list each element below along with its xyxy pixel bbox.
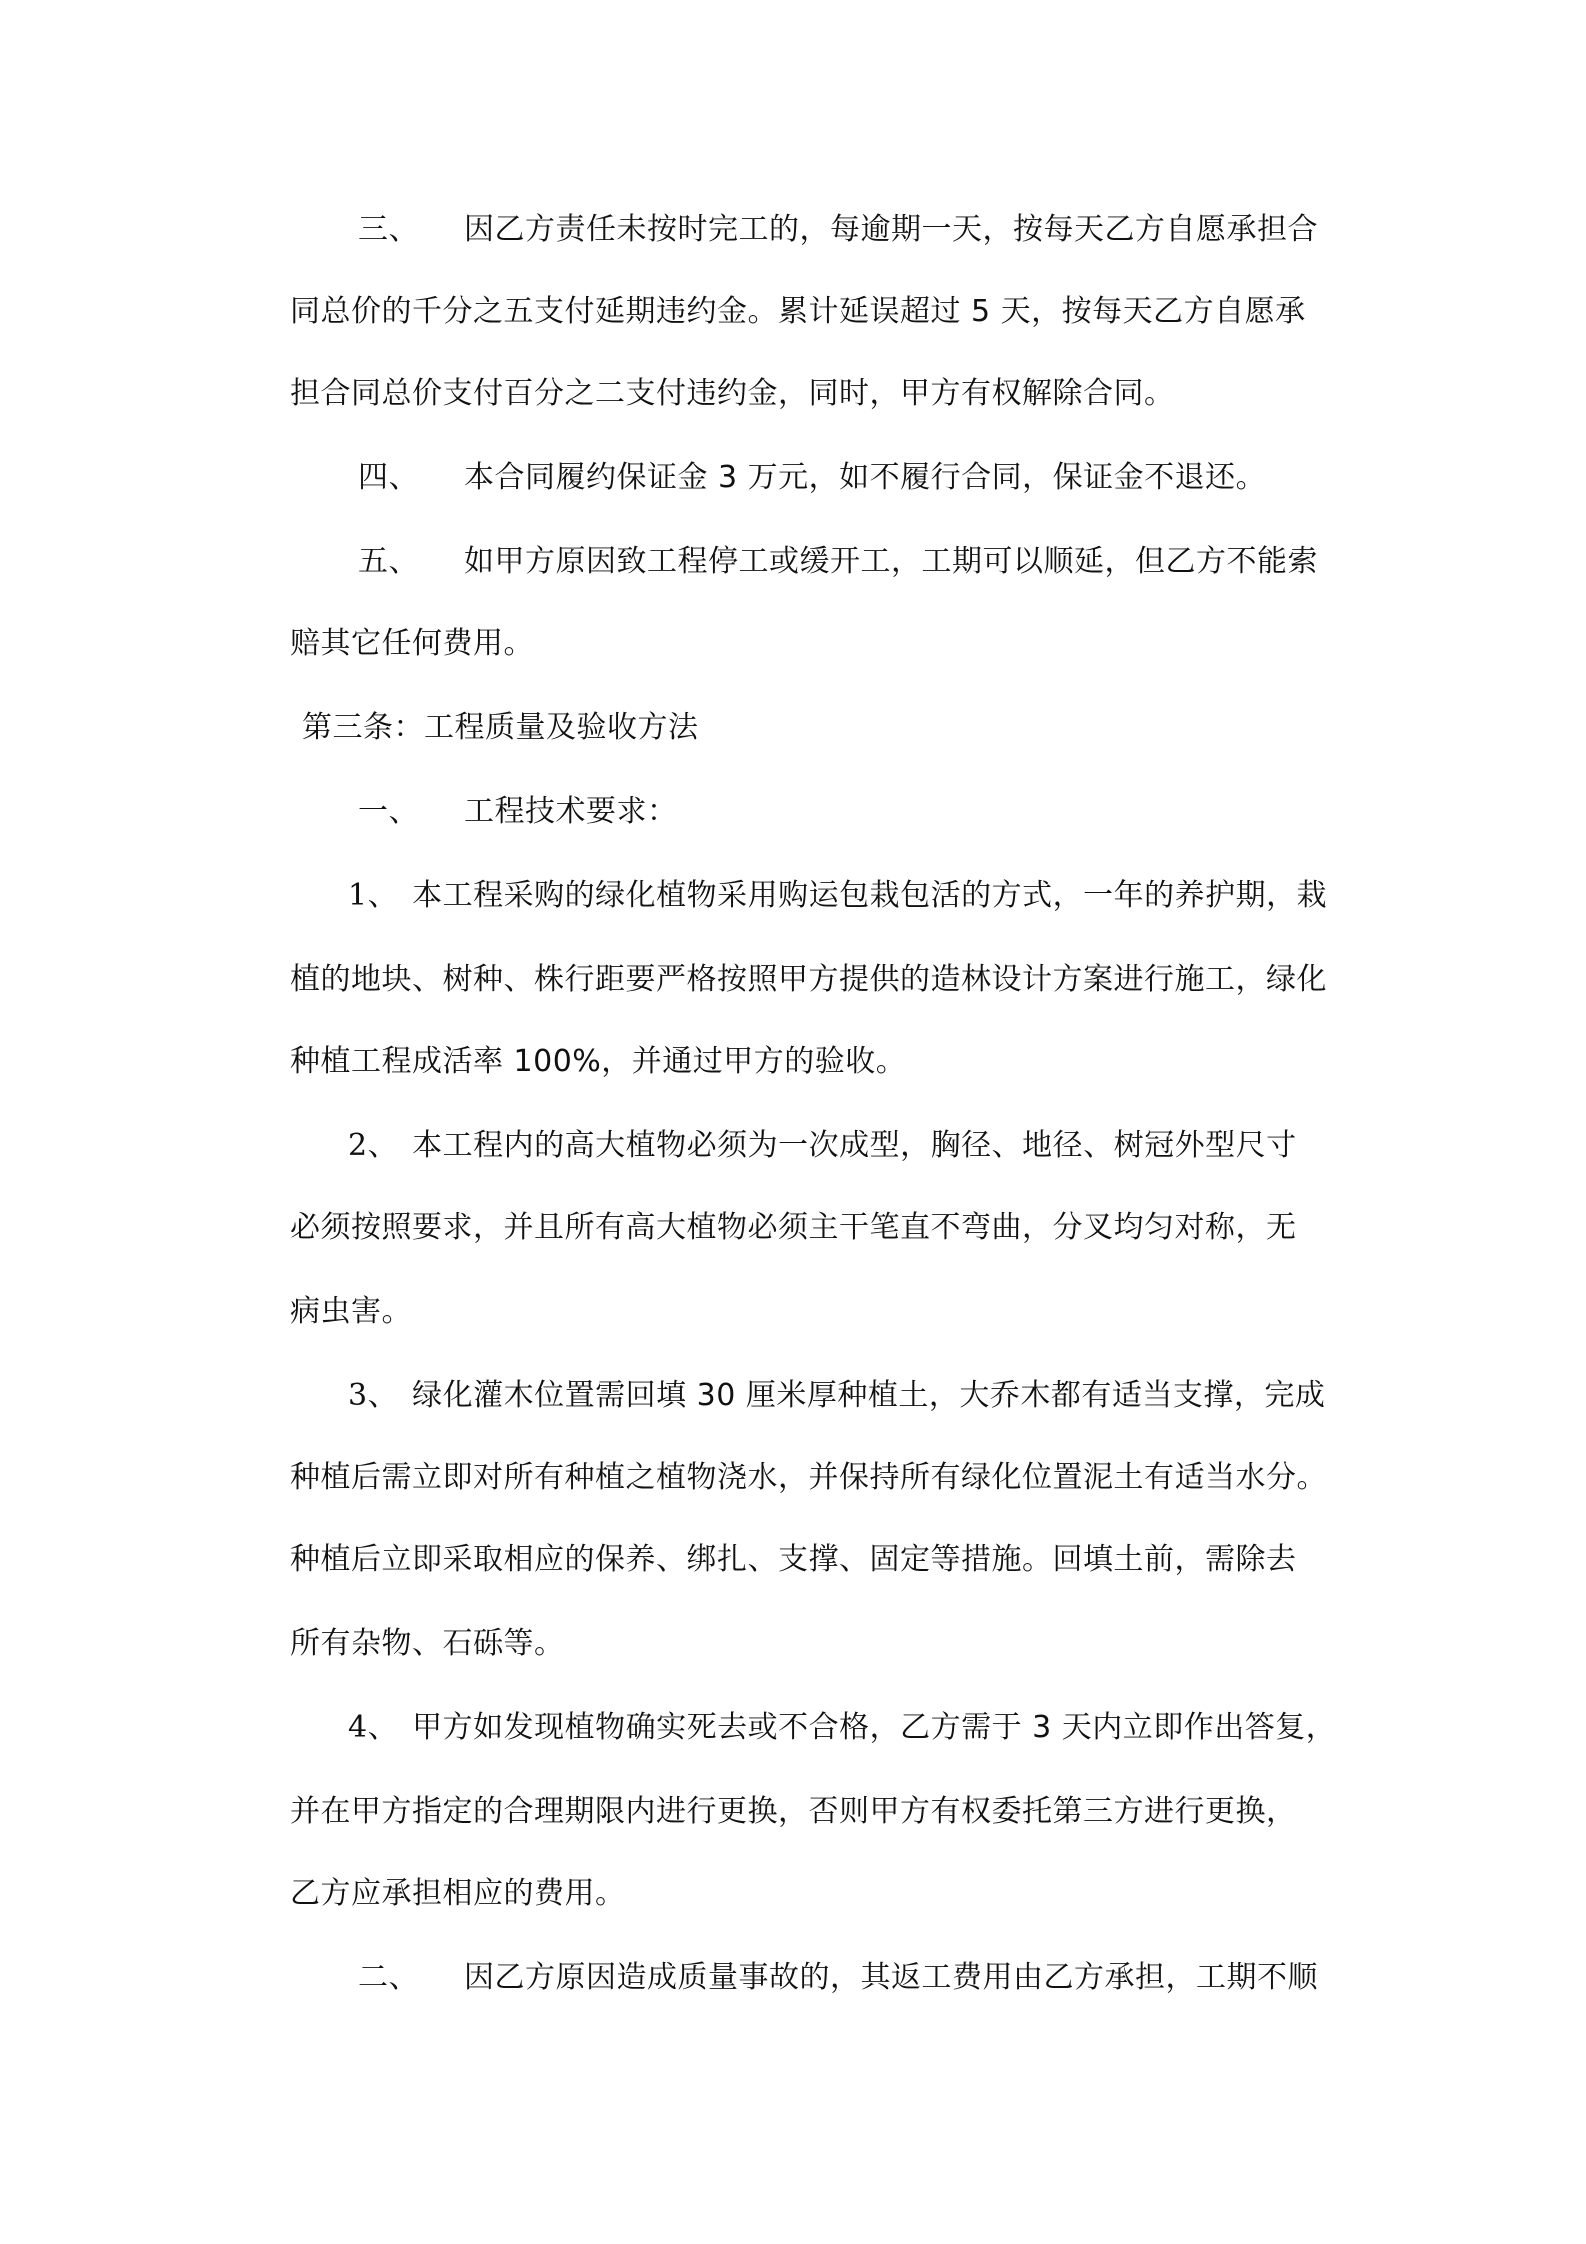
item-marker: 3、: [348, 1378, 399, 1413]
item-4-line-2: 并在甲方指定的合理期限内进行更换，否则甲方有权委托第三方进行更换，: [290, 1794, 1297, 1829]
item-2-line-3: 病虫害。: [290, 1294, 412, 1329]
item-text: 本工程采购的绿化植物采用购运包栽包活的方式，一年的养护期，栽: [412, 878, 1328, 913]
item-1-line-2: 植的地块、树种、株行距要严格按照甲方提供的造林设计方案进行施工，绿化: [290, 962, 1327, 997]
section-marker: 一、: [358, 794, 419, 829]
item-marker: 2、: [348, 1128, 399, 1163]
item-1-line-1: [348, 876, 1428, 916]
item-4-line-3: 乙方应承担相应的费用。: [290, 1876, 626, 1911]
item-text: 绿化灌木位置需回填 30 厘米厚种植土，大乔木都有适当支撑，完成: [412, 1378, 1326, 1413]
clause-text: 因乙方责任未按时完工的，每逾期一天，按每天乙方自愿承担合: [464, 212, 1318, 247]
section-text: 因乙方原因造成质量事故的，其返工费用由乙方承担，工期不顺: [464, 1960, 1318, 1995]
item-marker: 4、: [348, 1710, 399, 1745]
item-2-line-2: 必须按照要求，并且所有高大植物必须主干笔直不弯曲，分叉均匀对称，无: [290, 1210, 1297, 1245]
clause-3-line-2: 同总价的千分之五支付延期违约金。累计延误超过 5 天，按每天乙方自愿承: [290, 294, 1306, 329]
item-3-line-3: 种植后立即采取相应的保养、绑扎、支撑、固定等措施。回填土前，需除去: [290, 1542, 1297, 1577]
section-2-line-1: [358, 1958, 1438, 1998]
item-3-line-1: [348, 1376, 1428, 1416]
item-text: 甲方如发现植物确实死去或不合格，乙方需于 3 天内立即作出答复，: [412, 1710, 1337, 1745]
clause-text: 如甲方原因致工程停工或缓开工，工期可以顺延，但乙方不能索: [464, 544, 1318, 579]
clause-3-line-3: 担合同总价支付百分之二支付违约金，同时，甲方有权解除合同。: [290, 376, 1175, 411]
clause-marker: 四、: [358, 460, 419, 495]
clause-marker: 三、: [358, 212, 419, 247]
section-1-title: [358, 792, 1438, 832]
article-heading: 第三条：工程质量及验收方法: [302, 710, 699, 745]
item-1-line-3: 种植工程成活率 100%，并通过甲方的验收。: [290, 1044, 907, 1079]
item-4-line-1: [348, 1708, 1428, 1748]
item-3-line-2: 种植后需立即对所有种植之植物浇水，并保持所有绿化位置泥土有适当水分。: [290, 1460, 1327, 1495]
item-2-line-1: [348, 1126, 1428, 1166]
clause-5-line-1: [358, 542, 1438, 582]
clause-5-line-2: 赔其它任何费用。: [290, 626, 534, 661]
clause-3-line-1: [358, 210, 1438, 250]
item-text: 本工程内的高大植物必须为一次成型，胸径、地径、树冠外型尺寸: [412, 1128, 1297, 1163]
clause-text: 本合同履约保证金 3 万元，如不履行合同，保证金不退还。: [464, 460, 1267, 495]
clause-4-line-1: [358, 458, 1438, 498]
section-title: 工程技术要求：: [464, 794, 678, 829]
item-3-line-4: 所有杂物、石砾等。: [290, 1626, 565, 1661]
section-marker: 二、: [358, 1960, 419, 1995]
clause-marker: 五、: [358, 544, 419, 579]
item-marker: 1、: [348, 878, 399, 913]
